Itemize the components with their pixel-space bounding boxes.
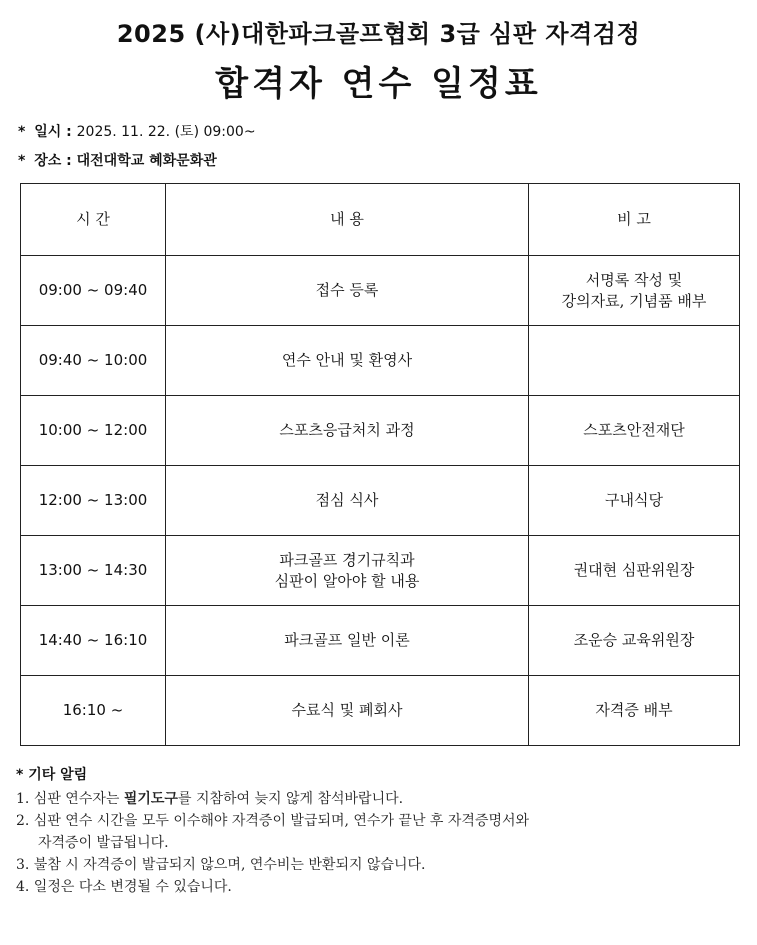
time-cell: 14:40 ~ 16:10: [21, 606, 166, 676]
content-cell: [166, 396, 529, 466]
content-cell: [166, 256, 529, 326]
note-line: 서명록 작성 및: [585, 270, 683, 289]
note-cell: [529, 676, 740, 746]
content-line: 점심 식사: [315, 491, 379, 509]
info-date: [18, 121, 256, 141]
separator: :: [66, 124, 72, 140]
note-item-2: 2. 심판 연수 시간을 모두 이수해야 자격증이 발급되며, 연수가 끝난 후 자격증명서와: [16, 813, 530, 829]
time-cell: 09:00 ~ 09:40: [21, 256, 166, 326]
note-cell: [529, 606, 740, 676]
content-line: 파크골프 일반 이론: [284, 631, 410, 649]
document-subtitle: 합격자 연수 일정표: [215, 64, 542, 104]
table-row: [21, 606, 740, 676]
separator: :: [66, 153, 72, 169]
note-cell: [529, 326, 740, 396]
note-cell: [529, 466, 740, 536]
schedule-table: [20, 183, 740, 746]
table-row: [21, 536, 740, 606]
note-item-1: [16, 788, 746, 810]
table-row: [21, 676, 740, 746]
content-line: 스포츠응급처치 과정: [279, 421, 415, 439]
table-row: [21, 466, 740, 536]
notes-heading: * 기타 알림: [16, 767, 88, 783]
bullet-marker: *: [18, 124, 26, 140]
time-cell: 09:40 ~ 10:00: [21, 326, 166, 396]
place-value: 대전대학교 혜화문화관: [76, 153, 217, 169]
content-line: 심판이 알아야 할 내용: [274, 571, 420, 590]
content-line: 연수 안내 및 환영사: [281, 351, 413, 369]
note-item-4: 4. 일정은 다소 변경될 수 있습니다.: [16, 879, 232, 895]
note-line: 조운승 교육위원장: [573, 631, 695, 649]
content-cell: [166, 536, 529, 606]
info-place: [18, 150, 217, 170]
bullet-marker: *: [18, 153, 26, 169]
date-label: 일시: [34, 124, 62, 140]
content-cell: [166, 676, 529, 746]
time-cell: 12:00 ~ 13:00: [21, 466, 166, 536]
time-cell: 16:10 ~: [21, 676, 166, 746]
header-time: 시 간: [21, 184, 166, 256]
note-cell: [529, 396, 740, 466]
note-item-1-bold: 필기도구: [123, 791, 178, 807]
note-line: 자격증 배부: [595, 701, 673, 719]
table-header-row: [21, 184, 740, 256]
time-cell: 13:00 ~ 14:30: [21, 536, 166, 606]
notes-section: [16, 764, 746, 898]
header-content: 내 용: [166, 184, 529, 256]
note-cell: [529, 256, 740, 326]
note-line: 권대현 심판위원장: [573, 561, 695, 579]
content-line: 접수 등록: [315, 281, 379, 299]
time-cell: 10:00 ~ 12:00: [21, 396, 166, 466]
table-row: [21, 396, 740, 466]
note-item-1-post: 를 지참하여 늦지 않게 참석바랍니다.: [177, 791, 404, 807]
note-line: 강의자료, 기념품 배부: [561, 291, 707, 310]
content-cell: [166, 606, 529, 676]
note-item-1-pre: 1. 심판 연수자는: [16, 791, 124, 807]
content-cell: [166, 326, 529, 396]
content-cell: [166, 466, 529, 536]
note-cell: [529, 536, 740, 606]
header-note: 비 고: [529, 184, 740, 256]
note-item-2-cont: 자격증이 발급됩니다.: [38, 835, 169, 851]
place-label: 장소: [34, 153, 62, 169]
document-title: 2025 (사)대한파크골프협회 3급 심판 자격검정: [116, 20, 641, 48]
date-value: 2025. 11. 22. (토) 09:00~: [76, 124, 256, 140]
note-item-3: 3. 불참 시 자격증이 발급되지 않으며, 연수비는 반환되지 않습니다.: [16, 857, 426, 873]
table-row: [21, 256, 740, 326]
table-row: [21, 326, 740, 396]
note-line: 구내식당: [605, 491, 663, 509]
note-line: 스포츠안전재단: [583, 421, 685, 439]
content-line: 수료식 및 폐회사: [291, 701, 403, 719]
content-line: 파크골프 경기규칙과: [279, 550, 415, 569]
